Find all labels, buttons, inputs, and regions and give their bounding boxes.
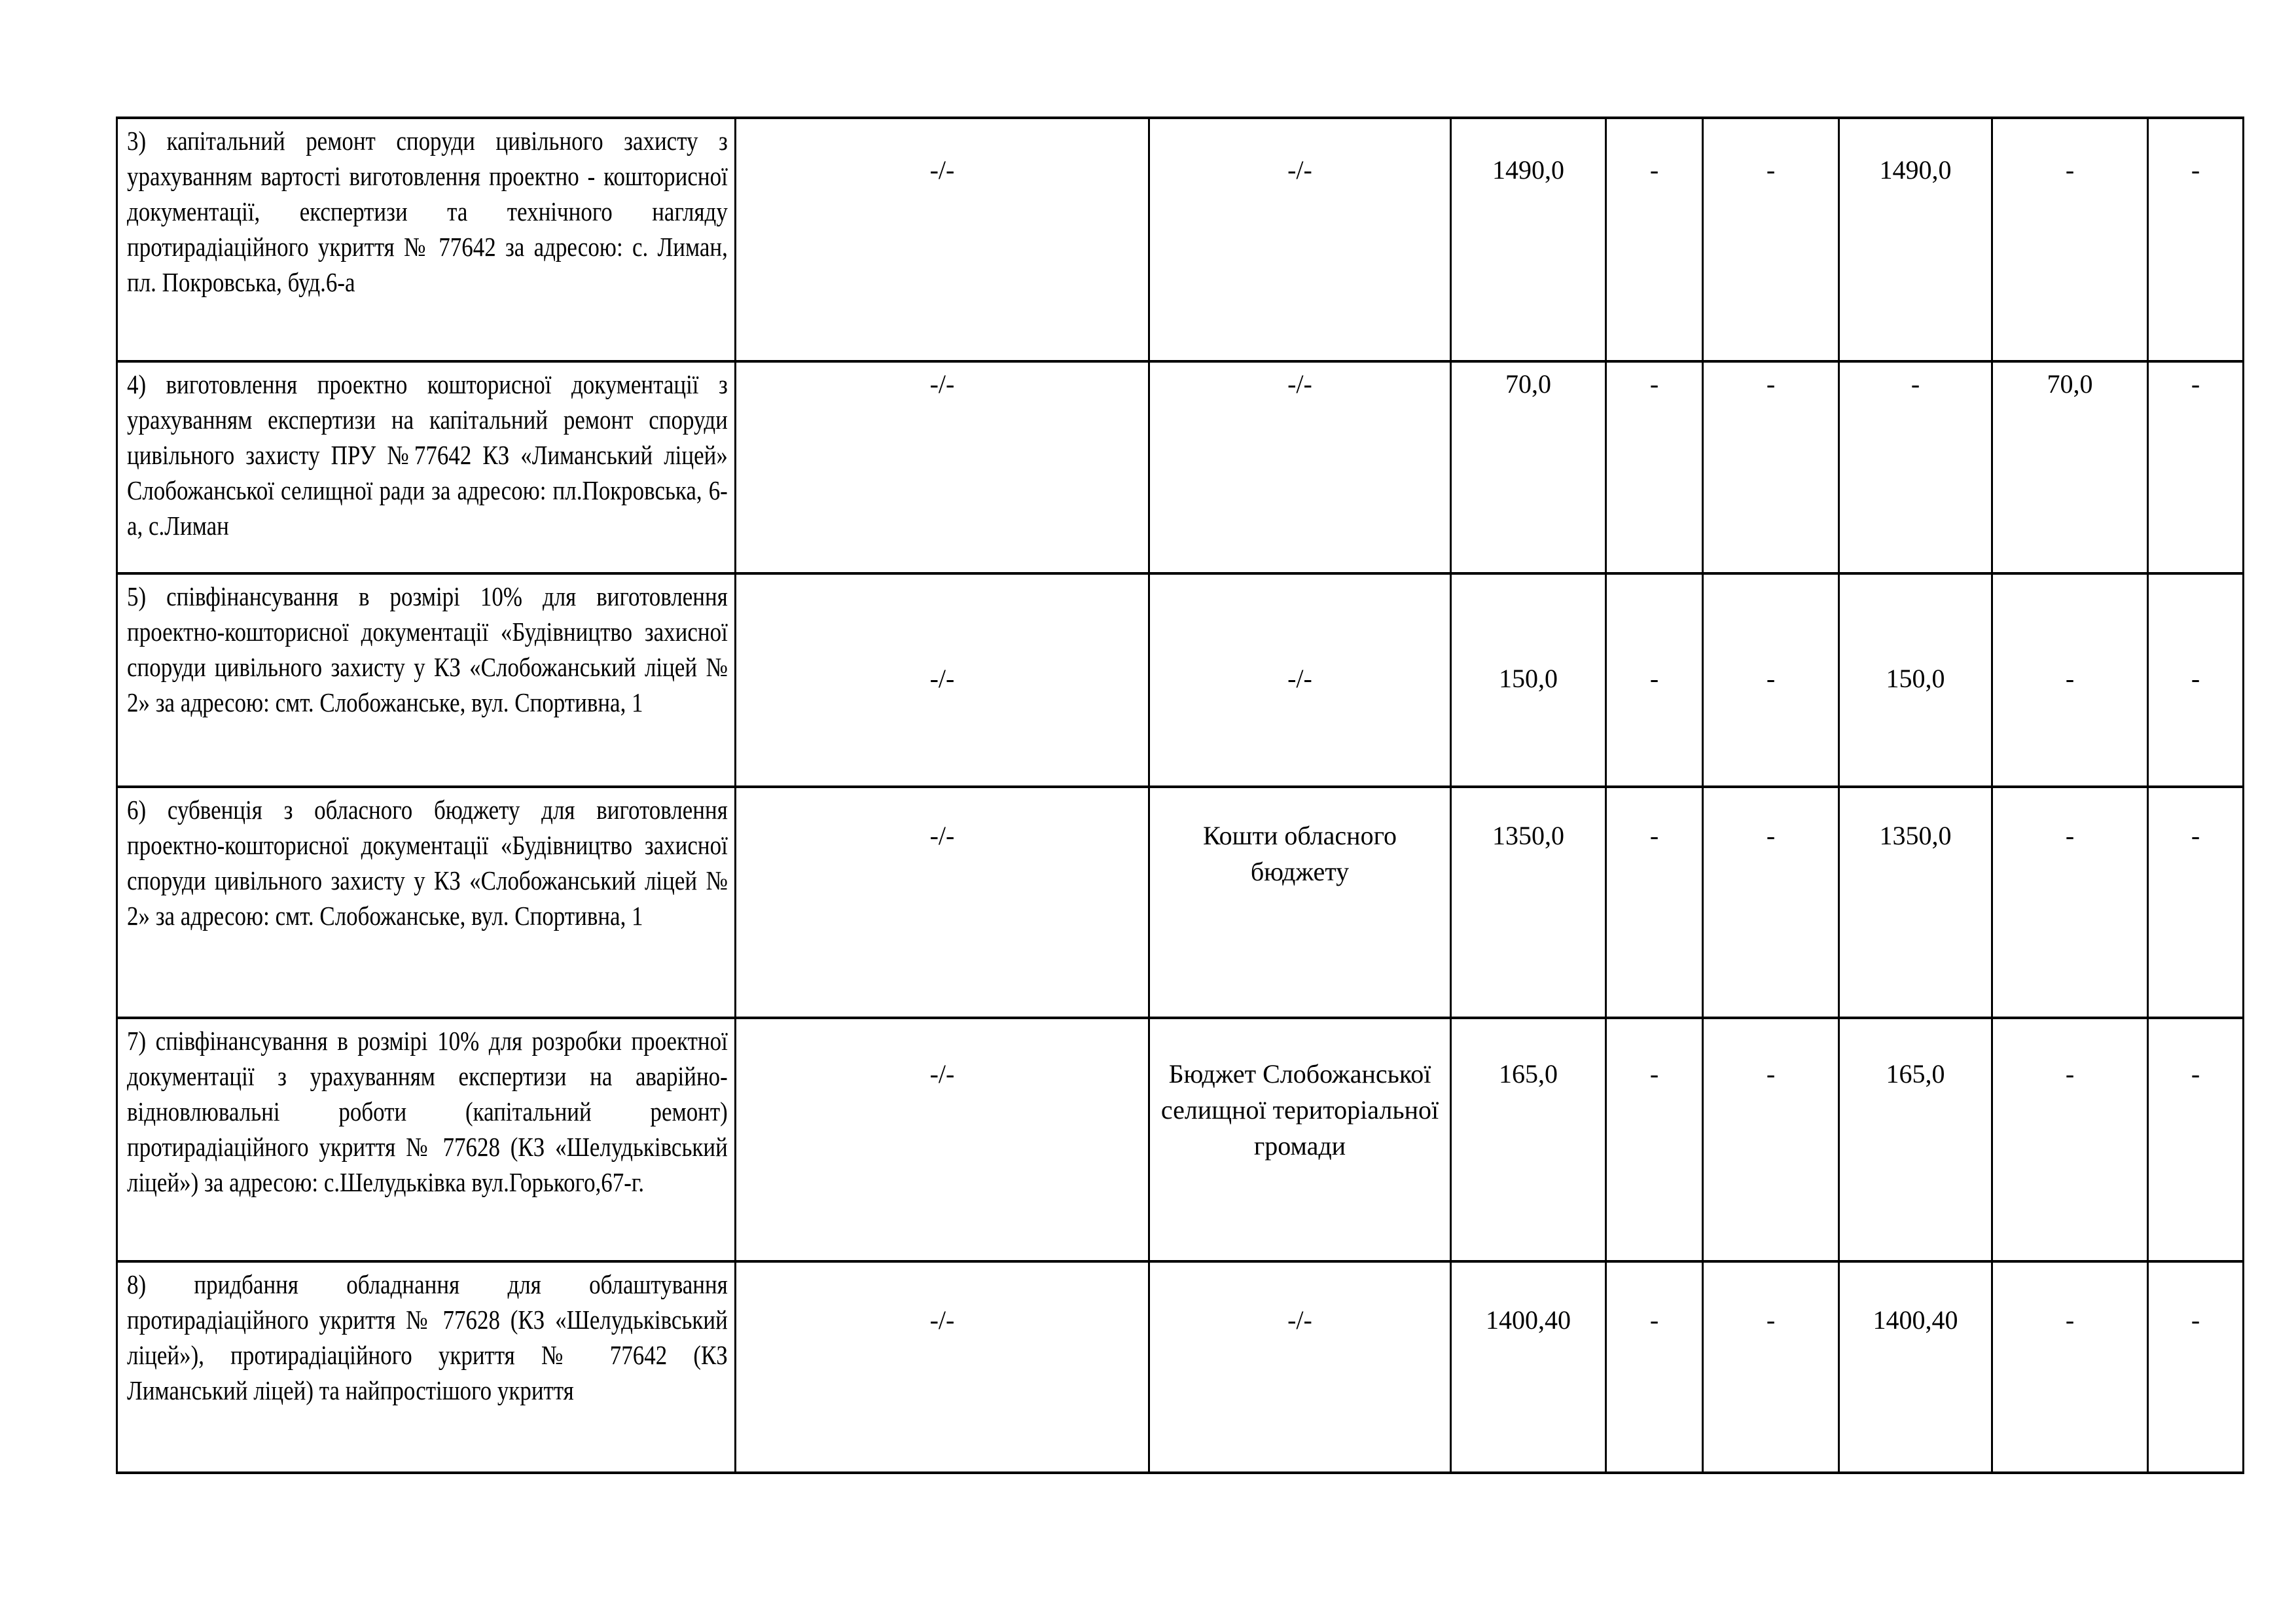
amount-cell: - (1606, 787, 1703, 1018)
funding-mark-cell: -/- (736, 118, 1149, 361)
amount-cell: 165,0 (1839, 1018, 1992, 1261)
amount-cell: - (1703, 118, 1839, 361)
funding-mark-cell: -/- (736, 1261, 1149, 1473)
funding-source-cell: Кошти обласного бюджету (1149, 787, 1451, 1018)
total-amount-cell: 1350,0 (1451, 787, 1606, 1018)
table-row (117, 1261, 2244, 1473)
description-cell (117, 1261, 736, 1473)
row-description: 5) співфінансування в розмірі 10% для виготовлення проектно-кошторисної документації «Будівництво захисної споруди цивільного захисту у КЗ «Слобожанський ліцей № 2» за адресою: смт. Слобожанське, вул. Спортивна, 1 (127, 581, 728, 717)
table-row (117, 787, 2244, 1018)
amount-cell: - (2148, 573, 2244, 787)
description-cell (117, 361, 736, 573)
amount-cell: 1490,0 (1839, 118, 1992, 361)
total-amount-cell: 1400,40 (1451, 1261, 1606, 1473)
amount-cell: - (2148, 361, 2244, 573)
amount-cell: 1350,0 (1839, 787, 1992, 1018)
amount-cell: - (1992, 1018, 2148, 1261)
amount-cell: - (1703, 1261, 1839, 1473)
total-amount-cell: 150,0 (1451, 573, 1606, 787)
row-description: 4) виготовлення проектно кошторисної документації з урахуванням експертизи на капітальний ремонт споруди цивільного захисту ПРУ №77642 КЗ «Лиманський ліцей» Слобожанської селищної ради за адресою: пл.Покровська, 6-а, с.Лиман (127, 369, 728, 541)
funding-source-cell: Бюджет Слобожанської селищної територіальної громади (1149, 1018, 1451, 1261)
description-cell (117, 787, 736, 1018)
amount-cell: - (2148, 1261, 2244, 1473)
table-row (117, 573, 2244, 787)
amount-cell: - (1703, 1018, 1839, 1261)
table-row (117, 118, 2244, 361)
amount-cell: - (2148, 1018, 2244, 1261)
amount-cell: - (1839, 361, 1992, 573)
amount-cell: - (1992, 787, 2148, 1018)
budget-table (116, 117, 2244, 1474)
row-description: 6) субвенція з обласного бюджету для виготовлення проектно-кошторисної документації «Будівництво захисної споруди цивільного захисту у КЗ «Слобожанський ліцей № 2» за адресою: смт. Слобожанське, вул. Спортивна, 1 (127, 795, 728, 931)
description-cell (117, 1018, 736, 1261)
amount-cell: 70,0 (1992, 361, 2148, 573)
row-description: 3) капітальний ремонт споруди цивільного захисту з урахуванням вартості виготовлення проектно - кошторисної документації, експертизи та технічного нагляду протирадіаційного укриття № 77642 за адресою: с. Лиман, пл. Покровська, буд.6-а (127, 126, 728, 297)
amount-cell: - (1606, 573, 1703, 787)
funding-source-cell: -/- (1149, 1261, 1451, 1473)
description-cell (117, 573, 736, 787)
amount-cell: - (1703, 787, 1839, 1018)
description-cell (117, 118, 736, 361)
funding-mark-cell: -/- (736, 787, 1149, 1018)
total-amount-cell: 70,0 (1451, 361, 1606, 573)
amount-cell: - (2148, 118, 2244, 361)
amount-cell: - (1606, 118, 1703, 361)
amount-cell: - (1703, 573, 1839, 787)
funding-mark-cell: -/- (736, 1018, 1149, 1261)
funding-source-cell: -/- (1149, 361, 1451, 573)
row-description: 7) співфінансування в розмірі 10% для розробки проектної документації з урахуванням експертизи на аварійно-відновлювальні роботи (капітальний ремонт) протирадіаційного укриття № 77628 (КЗ «Шелудьківський ліцей») за адресою: с.Шелудьківка вул.Горького,67-г. (127, 1026, 728, 1197)
funding-source-cell: -/- (1149, 573, 1451, 787)
amount-cell: - (1606, 361, 1703, 573)
funding-mark-cell: -/- (736, 361, 1149, 573)
funding-source-cell: -/- (1149, 118, 1451, 361)
amount-cell: - (1992, 573, 2148, 787)
table-row (117, 361, 2244, 573)
funding-mark-cell: -/- (736, 573, 1149, 787)
table-row (117, 1018, 2244, 1261)
amount-cell: - (1606, 1261, 1703, 1473)
total-amount-cell: 1490,0 (1451, 118, 1606, 361)
total-amount-cell: 165,0 (1451, 1018, 1606, 1261)
amount-cell: 1400,40 (1839, 1261, 1992, 1473)
amount-cell: - (1992, 118, 2148, 361)
amount-cell: - (1606, 1018, 1703, 1261)
amount-cell: - (1703, 361, 1839, 573)
amount-cell: 150,0 (1839, 573, 1992, 787)
row-description: 8) придбання обладнання для облаштування протирадіаційного укриття № 77628 (КЗ «Шелудьківський ліцей»), протирадіаційного укриття № 77642 (КЗ Лиманський ліцей) та найпростішого укриття (127, 1269, 728, 1405)
amount-cell: - (2148, 787, 2244, 1018)
amount-cell: - (1992, 1261, 2148, 1473)
